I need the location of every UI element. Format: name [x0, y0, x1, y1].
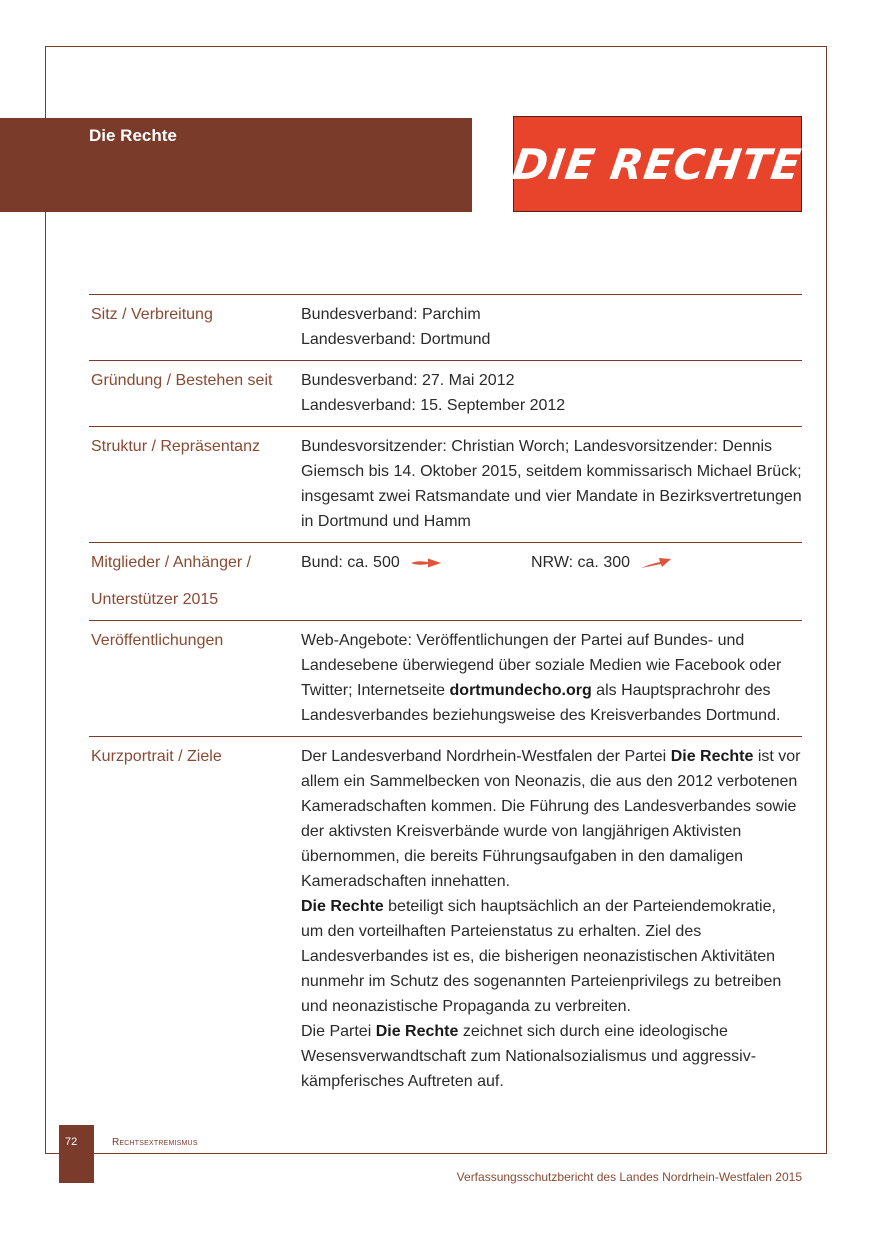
- row-label: Struktur / Repräsentanz: [91, 438, 260, 455]
- table-row-veroeffentlichungen: [89, 621, 802, 737]
- text-segment: beteiligt sich hauptsächlich an der Parteiendemokratie, um den vorteilhaften Parteienstatus zu erhalten. Ziel des Landesverbandes ist es, die bisherigen neonazistischen Aktivitäten nunmehr im Schutz des sogenannten Parteienprivilegs zu betreiben und neonazistische Propaganda zu verbreiten.: [301, 898, 782, 1015]
- row-label: Kurzportrait / Ziele: [91, 748, 222, 765]
- party-logo-text: DIE RECHTE: [509, 139, 806, 189]
- row-label: Gründung / Bestehen seit: [91, 372, 273, 389]
- content-line: Bundesverband: Parchim: [301, 306, 481, 323]
- row-content: [301, 434, 802, 534]
- party-logo: [509, 116, 806, 212]
- content-paragraph: Bundesvorsitzender: Christian Worch; Landesvorsitzender: Dennis Giemsch bis 14. Oktober 2015, seitdem kommissarisch Michael Brück; insgesamt zwei Ratsmandate und vier Mandate in Bezirksvertretungen in Dortmund und Hamm: [301, 438, 802, 530]
- party-name: Die Rechte: [375, 1023, 459, 1040]
- members-bund: [301, 550, 531, 612]
- content-paragraph: [301, 744, 802, 894]
- row-content: [301, 628, 802, 728]
- table-row-struktur: [89, 427, 802, 543]
- page-title: Die Rechte: [89, 126, 177, 145]
- text-segment: Web-Angebote: Veröffentlichungen der Partei auf Bundes- und Landesebene überwiegend über soziale Medien wie Facebook oder Twitter; Internetseite: [301, 632, 782, 699]
- table-row-kurzportrait: [89, 737, 802, 1102]
- text-segment: Der Landesverband Nordrhein-Westfalen der Partei: [301, 748, 671, 765]
- table-row-sitz: [89, 295, 802, 361]
- text-segment: als Hauptsprachrohr des Landesverbandes beziehungsweise des Kreisverbandes Dortmund.: [301, 682, 781, 724]
- content-line: Landesverband: Dortmund: [301, 331, 491, 348]
- row-content: [301, 302, 802, 352]
- row-label: [89, 550, 301, 612]
- title-band: [0, 118, 472, 212]
- row-label: Veröffentlichungen: [91, 632, 224, 649]
- row-label-line: Mitglieder / Anhänger /: [91, 554, 252, 571]
- content-paragraph: [301, 1019, 802, 1094]
- text-segment: ist vor allem ein Sammelbecken von Neonazis, die aus den 2012 verbotenen Kameradschaften kommen. Die Führung des Landesverbandes sowie der aktivsten Kreisverbände wurde von langjährigen Aktivisten übernommen, die bereits Führungsaufgaben in den damaligen Kameradschaften innehatten.: [301, 748, 801, 890]
- text-segment: Die Partei: [301, 1023, 376, 1040]
- info-table: [89, 294, 802, 1102]
- footer-section-title: Rechtsextremismus: [112, 1137, 198, 1148]
- page-number: 72: [65, 1136, 78, 1148]
- content-line: Bundesverband: 27. Mai 2012: [301, 372, 515, 389]
- website-name: dortmundecho.org: [449, 682, 592, 699]
- arrow-up-right-icon: [640, 556, 672, 570]
- party-name: Die Rechte: [670, 748, 754, 765]
- members-nrw-value: NRW: ca. 300: [531, 554, 631, 571]
- arrow-right-icon: [410, 557, 442, 569]
- content-line: Landesverband: 15. September 2012: [301, 397, 566, 414]
- row-label-line: Unterstützer 2015: [91, 591, 219, 608]
- text-segment: zeichnet sich durch eine ideologische Wesensverwandtschaft zum Nationalsozialismus und aggressiv-kämpferisches Auftreten auf.: [301, 1023, 757, 1090]
- content-paragraph: [301, 894, 802, 1019]
- party-name: Die Rechte: [301, 898, 384, 915]
- table-row-mitglieder: [89, 543, 802, 621]
- row-label: Sitz / Verbreitung: [91, 306, 213, 323]
- footer-report-title: Verfassungsschutzbericht des Landes Nordrhein-Westfalen 2015: [456, 1170, 802, 1184]
- table-row-gruendung: [89, 361, 802, 427]
- content-paragraph: [301, 628, 802, 728]
- members-content: [301, 550, 802, 612]
- row-content: [301, 744, 802, 1094]
- members-nrw: [531, 550, 672, 612]
- row-content: [301, 368, 802, 418]
- page-number-tab: [59, 1125, 94, 1183]
- members-bund-value: Bund: ca. 500: [301, 554, 400, 571]
